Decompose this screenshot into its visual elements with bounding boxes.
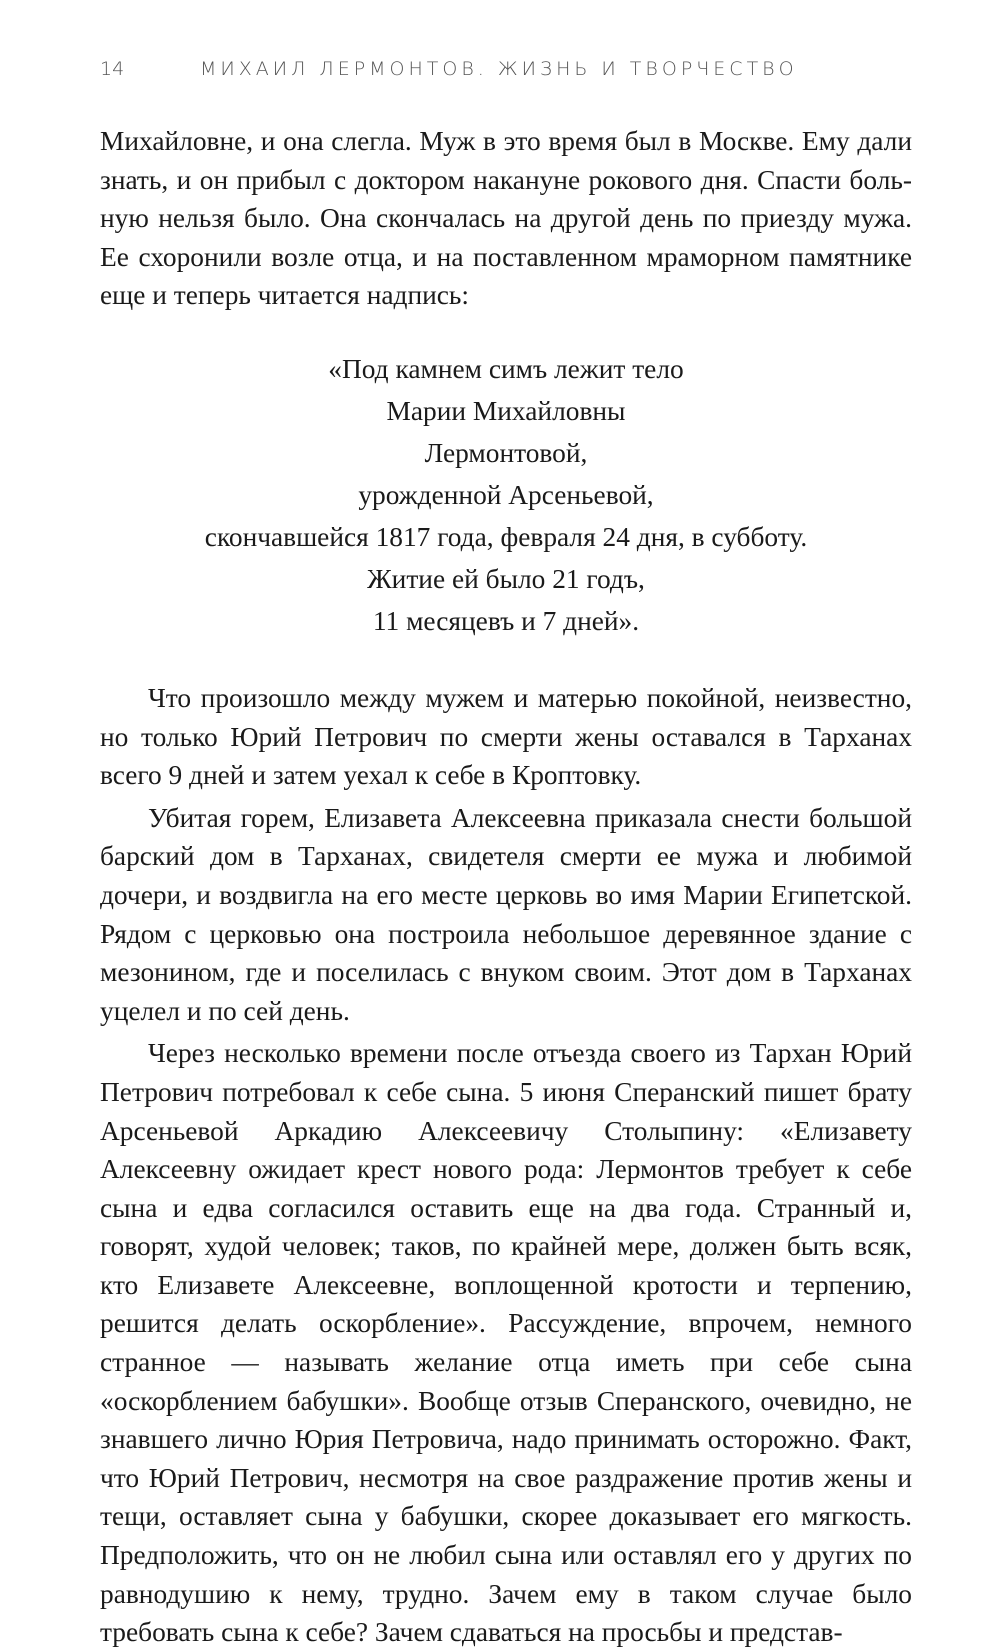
inscription-line: Лермонтовой, bbox=[424, 437, 588, 468]
inscription-line: скончавшейся 1817 года, февраля 24 дня, в субботу. bbox=[204, 521, 808, 552]
page-number: 14 bbox=[100, 58, 125, 80]
inscription-line: Житие ей было 21 годъ, bbox=[367, 563, 645, 594]
running-header bbox=[100, 58, 900, 88]
inscription-line: 11 месяцевъ и 7 дней». bbox=[372, 605, 640, 636]
inscription-line: Марии Михайловны bbox=[386, 395, 626, 426]
paragraph: Что произошло между мужем и матерью покойной, неизвестно, но только Юрий Петрович по смерти жены оставался в Тарханах всего 9 дней и затем уехал к себе в Кроптовку. bbox=[100, 682, 912, 791]
paragraph: Через несколько времени после отъезда своего из Тархан Юрий Петрович потребовал к себе сына. 5 июня Сперанский пишет брату Арсеньевой Аркадию Алексеевичу Столыпину: «Елизавету Алексеевну ожидает крест нового рода: Лермонтов требует к себе сына и едва согласился оставить еще на два года. Странный и, говорят, худой человек; таков, по крайней мере, должен быть всяк, кто Елизавете Алексеевне, воплощенной кротости и терпению, решится делать оскорбление». Рассуждение, впрочем, немного странное — называть желание отца иметь при себе сына «оскорблением бабушки». Вообще отзыв Сперанского, очевидно, не знавшего лично Юрия Петровича, надо принимать осторожно. Факт, что Юрий Петрович, несмотря на свое раздражение против жены и тещи, оставляет сына у бабушки, скорее доказывает его мягкость. Предположить, что он не любил сына или оставлял его у других по равнодушию к нему, трудно. Зачем ему в таком случае было требовать сына к себе? Зачем сдаваться на просьбы и представ- bbox=[100, 1038, 912, 1648]
inscription-line: «Под камнем симъ лежит тело bbox=[328, 353, 684, 384]
paragraph-continuation: Михайловне, и она слегла. Муж в это время был в Москве. Ему дали знать, и он прибыл с доктором накануне рокового дня. Спасти больную нельзя было. Она скончалась на другой день по приезду мужа. Ее схоронили возле отца, и на поставленном мраморном памятнике еще и теперь читается надпись: bbox=[100, 126, 912, 311]
paragraph: Убитая горем, Елизавета Алексеевна приказала снести большой барский дом в Тарханах, свидетеля смерти ее мужа и любимой дочери, и воздвигла на его месте церковь во имя Марии Египетской. Рядом с церковью она построила небольшое деревянное здание с мезонином, где и поселилась с внуком своим. Этот дом в Тарханах уцелел и по сей день. bbox=[100, 802, 912, 1026]
body-text bbox=[100, 122, 912, 1652]
tombstone-inscription bbox=[100, 348, 912, 642]
running-title: МИХАИЛ ЛЕРМОНТОВ. ЖИЗНЬ И ТВОРЧЕСТВО bbox=[200, 58, 798, 80]
inscription-line: урожденной Арсеньевой, bbox=[358, 479, 654, 510]
